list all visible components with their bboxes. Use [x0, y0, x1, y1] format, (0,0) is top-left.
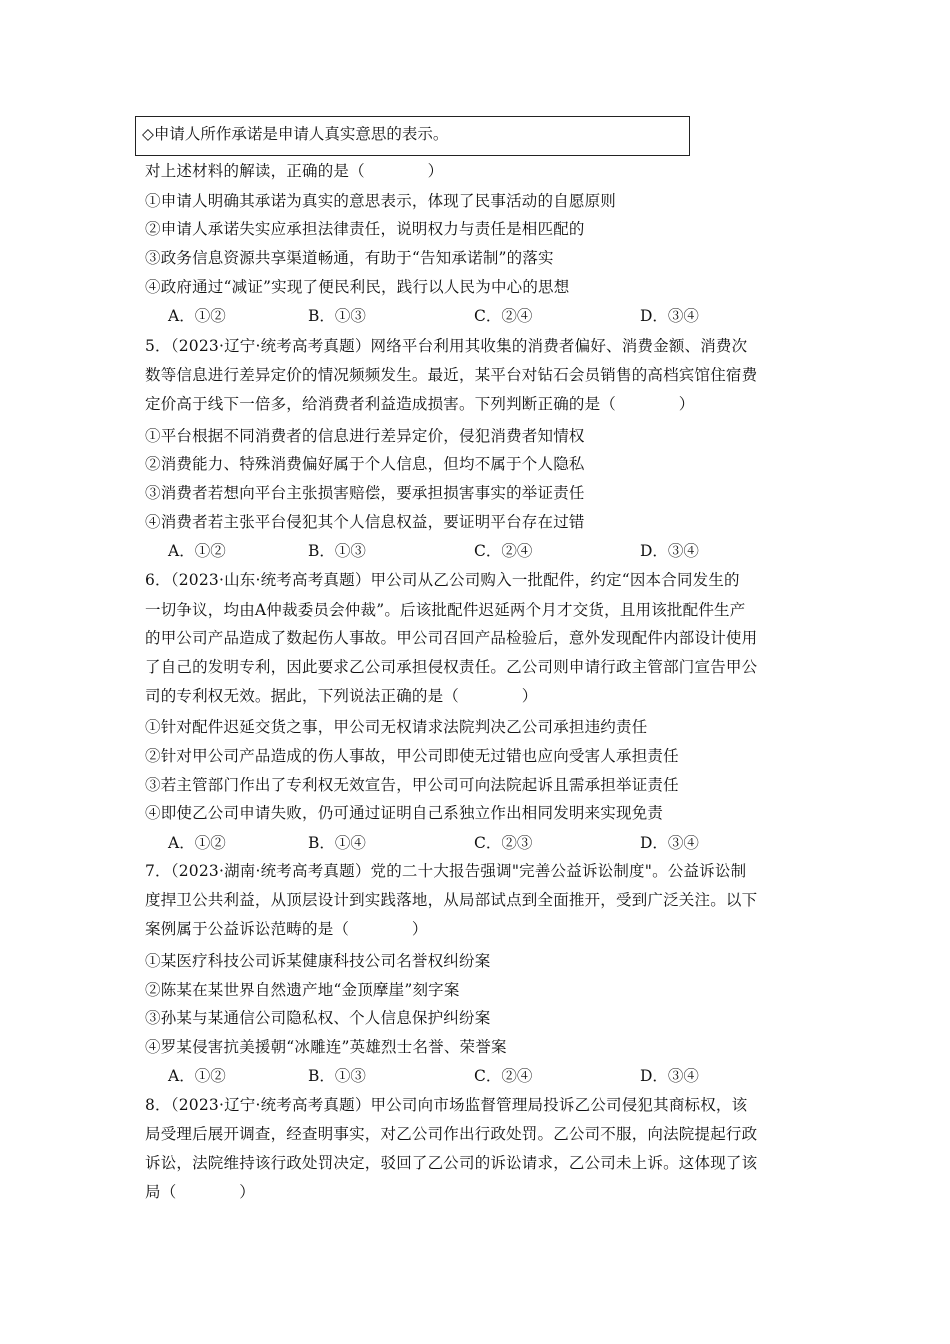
- q8-stem-line-4: 局（ ）: [145, 1183, 255, 1201]
- q7-item-4: ④罗某侵害抗美援朝“冰雕连”英雄烈士名誉、荣誉案: [145, 1038, 507, 1056]
- q5-option-b: B．①③: [308, 542, 366, 560]
- box-statement: ◇申请人所作承诺是申请人真实意思的表示。: [142, 125, 449, 143]
- q4-item-1: ①申请人明确其承诺为真实的意思表示，体现了民事活动的自愿原则: [145, 192, 617, 210]
- q4-option-a: A．①②: [168, 307, 226, 325]
- q4-item-3: ③政务信息资源共享渠道畅通，有助于“告知承诺制”的落实: [145, 249, 554, 267]
- q5-option-a: A．①②: [168, 542, 226, 560]
- q7-item-3: ③孙某与某通信公司隐私权、个人信息保护纠纷案: [145, 1009, 491, 1027]
- q4-stem: 对上述材料的解读，正确的是（ ）: [145, 162, 444, 180]
- q6-item-1: ①针对配件迟延交货之事，甲公司无权请求法院判决乙公司承担违约责任: [145, 718, 648, 736]
- q6-option-b: B．①④: [308, 834, 366, 852]
- q7-option-a: A．①②: [168, 1067, 226, 1085]
- q5-stem-line-1: 5．（2023·辽宁·统考高考真题）网络平台利用其收集的消费者偏好、消费金额、消费次: [145, 337, 748, 355]
- q7-item-1: ①某医疗科技公司诉某健康科技公司名誉权纠纷案: [145, 952, 491, 970]
- q6-item-3: ③若主管部门作出了专利权无效宣告，甲公司可向法院起诉且需承担举证责任: [145, 776, 679, 794]
- q6-item-4: ④即使乙公司申请失败，仍可通过证明自己系独立作出相同发明来实现免责: [145, 804, 664, 822]
- q5-option-c: C．②④: [474, 542, 533, 560]
- q6-item-2: ②针对甲公司产品造成的伤人事故，甲公司即使无过错也应向受害人承担责任: [145, 747, 679, 765]
- q6-option-d: D．③④: [640, 834, 699, 852]
- q8-stem-line-1: 8．（2023·辽宁·统考高考真题）甲公司向市场监督管理局投诉乙公司侵犯其商标权，该: [145, 1096, 748, 1114]
- q6-stem-line-3: 的甲公司产品造成了数起伤人事故。甲公司召回产品检验后，意外发现配件内部设计使用: [145, 629, 758, 647]
- q5-option-d: D．③④: [640, 542, 699, 560]
- q7-option-d: D．③④: [640, 1067, 699, 1085]
- q7-item-2: ②陈某在某世界自然遗产地“金顶摩崖”刻字案: [145, 981, 460, 999]
- q8-stem-line-3: 诉讼，法院维持该行政处罚决定，驳回了乙公司的诉讼请求，乙公司未上诉。这体现了该: [145, 1154, 758, 1172]
- q7-option-c: C．②④: [474, 1067, 533, 1085]
- q5-item-1: ①平台根据不同消费者的信息进行差异定价，侵犯消费者知情权: [145, 427, 585, 445]
- q5-item-3: ③消费者若想向平台主张损害赔偿，要承担损害事实的举证责任: [145, 484, 585, 502]
- q4-option-b: B．①③: [308, 307, 366, 325]
- q7-stem-line-3: 案例属于公益诉讼范畴的是（ ）: [145, 920, 428, 938]
- q5-item-4: ④消费者若主张平台侵犯其个人信息权益，要证明平台存在过错: [145, 513, 585, 531]
- q6-option-c: C．②③: [474, 834, 533, 852]
- q4-option-d: D．③④: [640, 307, 699, 325]
- q5-item-2: ②消费能力、特殊消费偏好属于个人信息，但均不属于个人隐私: [145, 455, 585, 473]
- q5-stem-line-2: 数等信息进行差异定价的情况频频发生。最近，某平台对钻石会员销售的高档宾馆住宿费: [145, 366, 758, 384]
- statement-box: [135, 116, 690, 156]
- q4-item-4: ④政府通过“减证”实现了便民利民，践行以人民为中心的思想: [145, 278, 570, 296]
- q4-option-c: C．②④: [474, 307, 533, 325]
- q6-option-a: A．①②: [168, 834, 226, 852]
- q6-stem-line-5: 司的专利权无效。据此，下列说法正确的是（ ）: [145, 687, 538, 705]
- q5-stem-line-3: 定价高于线下一倍多，给消费者利益造成损害。下列判断正确的是（ ）: [145, 395, 695, 413]
- q6-stem-line-1: 6．（2023·山东·统考高考真题）甲公司从乙公司购入一批配件，约定“因本合同发生的: [145, 571, 740, 589]
- q8-stem-line-2: 局受理后展开调查，经查明事实，对乙公司作出行政处罚。乙公司不服，向法院提起行政: [145, 1125, 758, 1143]
- q7-stem-line-2: 度捍卫公共利益，从顶层设计到实践落地，从局部试点到全面推开，受到广泛关注。以下: [145, 891, 758, 909]
- q7-option-b: B．①③: [308, 1067, 366, 1085]
- q6-stem-line-2: 一切争议，均由A仲裁委员会仲裁”。后该批配件迟延两个月才交货，且用该批配件生产: [145, 601, 746, 619]
- q7-stem-line-1: 7．（2023·湖南·统考高考真题）党的二十大报告强调"完善公益诉讼制度"。公益诉讼制: [145, 862, 747, 880]
- q4-item-2: ②申请人承诺失实应承担法律责任，说明权力与责任是相匹配的: [145, 220, 585, 238]
- q6-stem-line-4: 了自己的发明专利，因此要求乙公司承担侵权责任。乙公司则申请行政主管部门宣告甲公: [145, 658, 758, 676]
